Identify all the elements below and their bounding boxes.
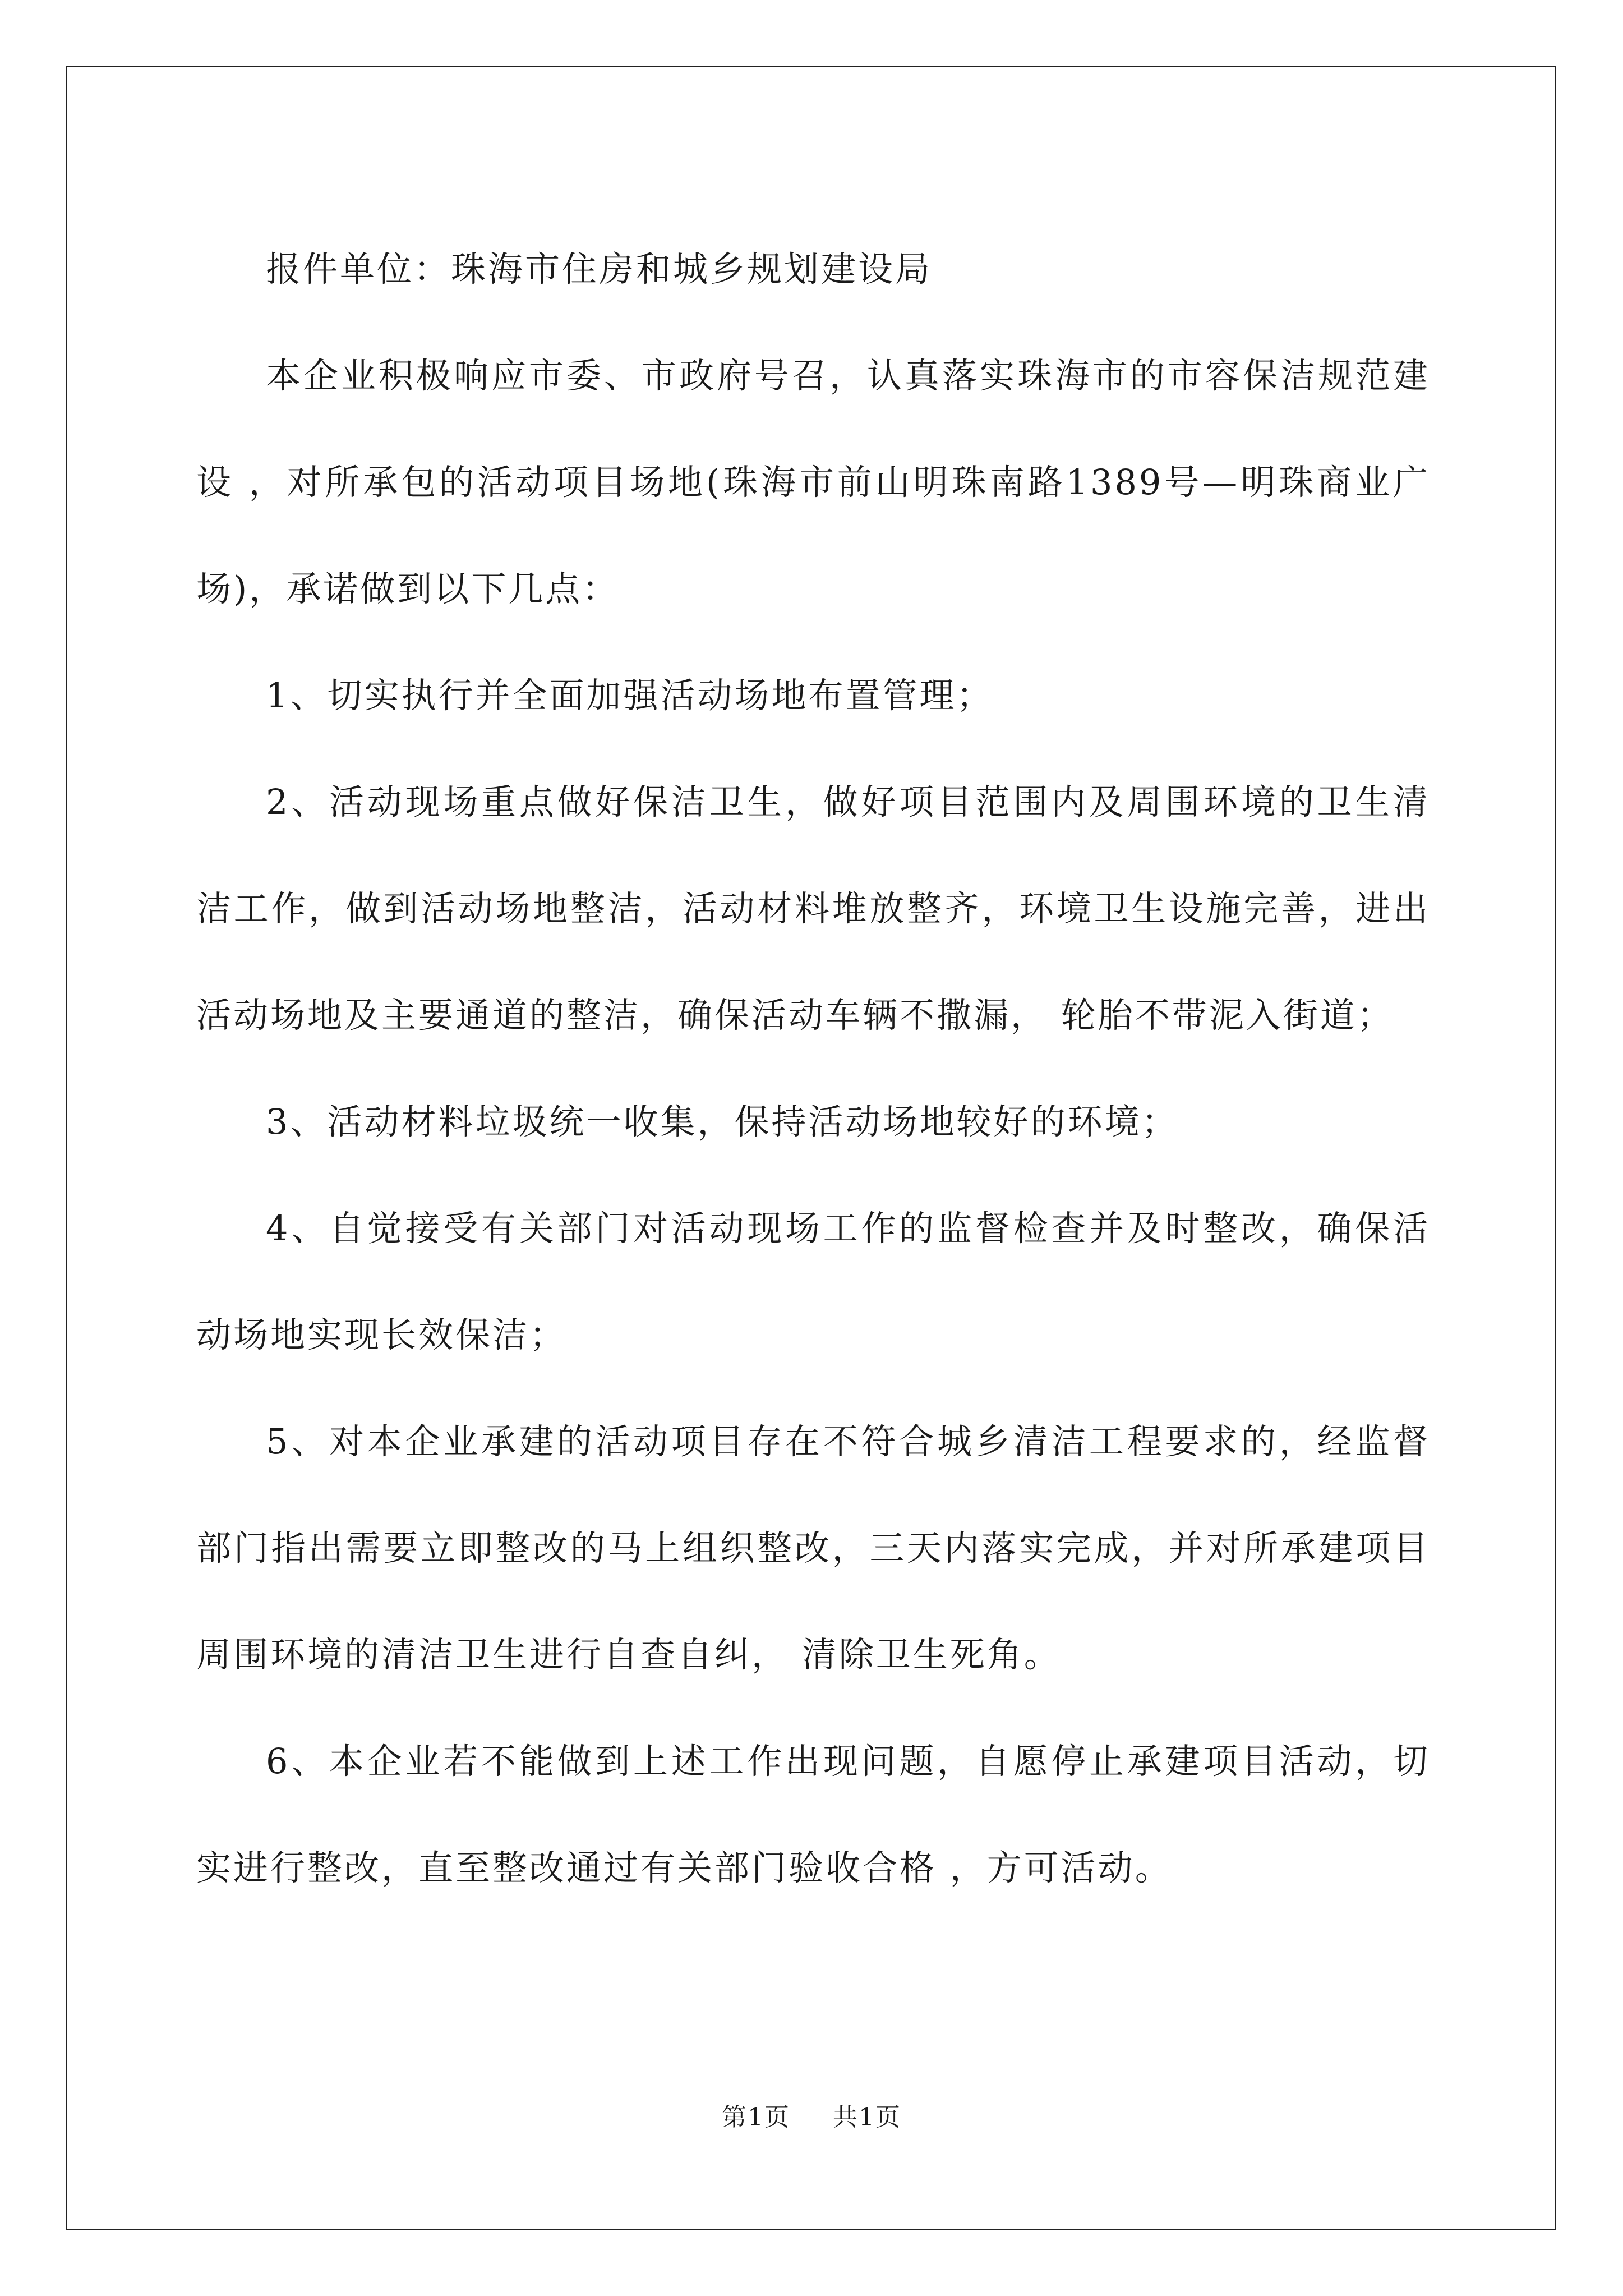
paragraph-reporting-unit: 报件单位：珠海市住房和城乡规划建设局 [266,249,933,289]
paragraph-item-5: 5、对本企业承建的活动项目存在不符合城乡清洁工程要求的，经监督部门指出需要立即整改的马上组织整改，三天内落实完成，并对所承建项目周围环境的清洁卫生进行自查自纠， 清除卫生死角。 [196,1421,1430,1675]
paragraph-commitment-intro: 本企业积极响应市委、市政府号召，认真落实珠海市的市容保洁规范建设 ，对所承包的活动项目场地(珠海市前山明珠南路1389号—明珠商业广场)，承诺做到以下几点： [196,355,1430,609]
document-body [196,216,1430,1921]
paragraph-item-6: 6、本企业若不能做到上述工作出现问题，自愿停止承建项目活动，切实进行整改，直至整改通过有关部门验收合格 ，方可活动。 [196,1741,1430,1888]
page-number-total: 共1页 [833,2103,901,2132]
page-number-current: 第1页 [722,2103,790,2132]
paragraph-item-4: 4、自觉接受有关部门对活动现场工作的监督检查并及时整改，确保活动场地实现长效保洁； [196,1208,1430,1355]
paragraph-item-3: 3、活动材料垃圾统一收集，保持活动场地较好的环境； [266,1101,1179,1142]
page-footer [0,2101,1623,2134]
paragraph-item-1: 1、切实执行并全面加强活动场地布置管理； [266,675,994,716]
paragraph-item-2: 2、活动现场重点做好保洁卫生，做好项目范围内及周围环境的卫生清洁工作，做到活动场地整洁，活动材料堆放整齐，环境卫生设施完善，进出活动场地及主要通道的整洁，确保活动车辆不撒漏， 轮胎不带泥入街道； [196,781,1430,1036]
